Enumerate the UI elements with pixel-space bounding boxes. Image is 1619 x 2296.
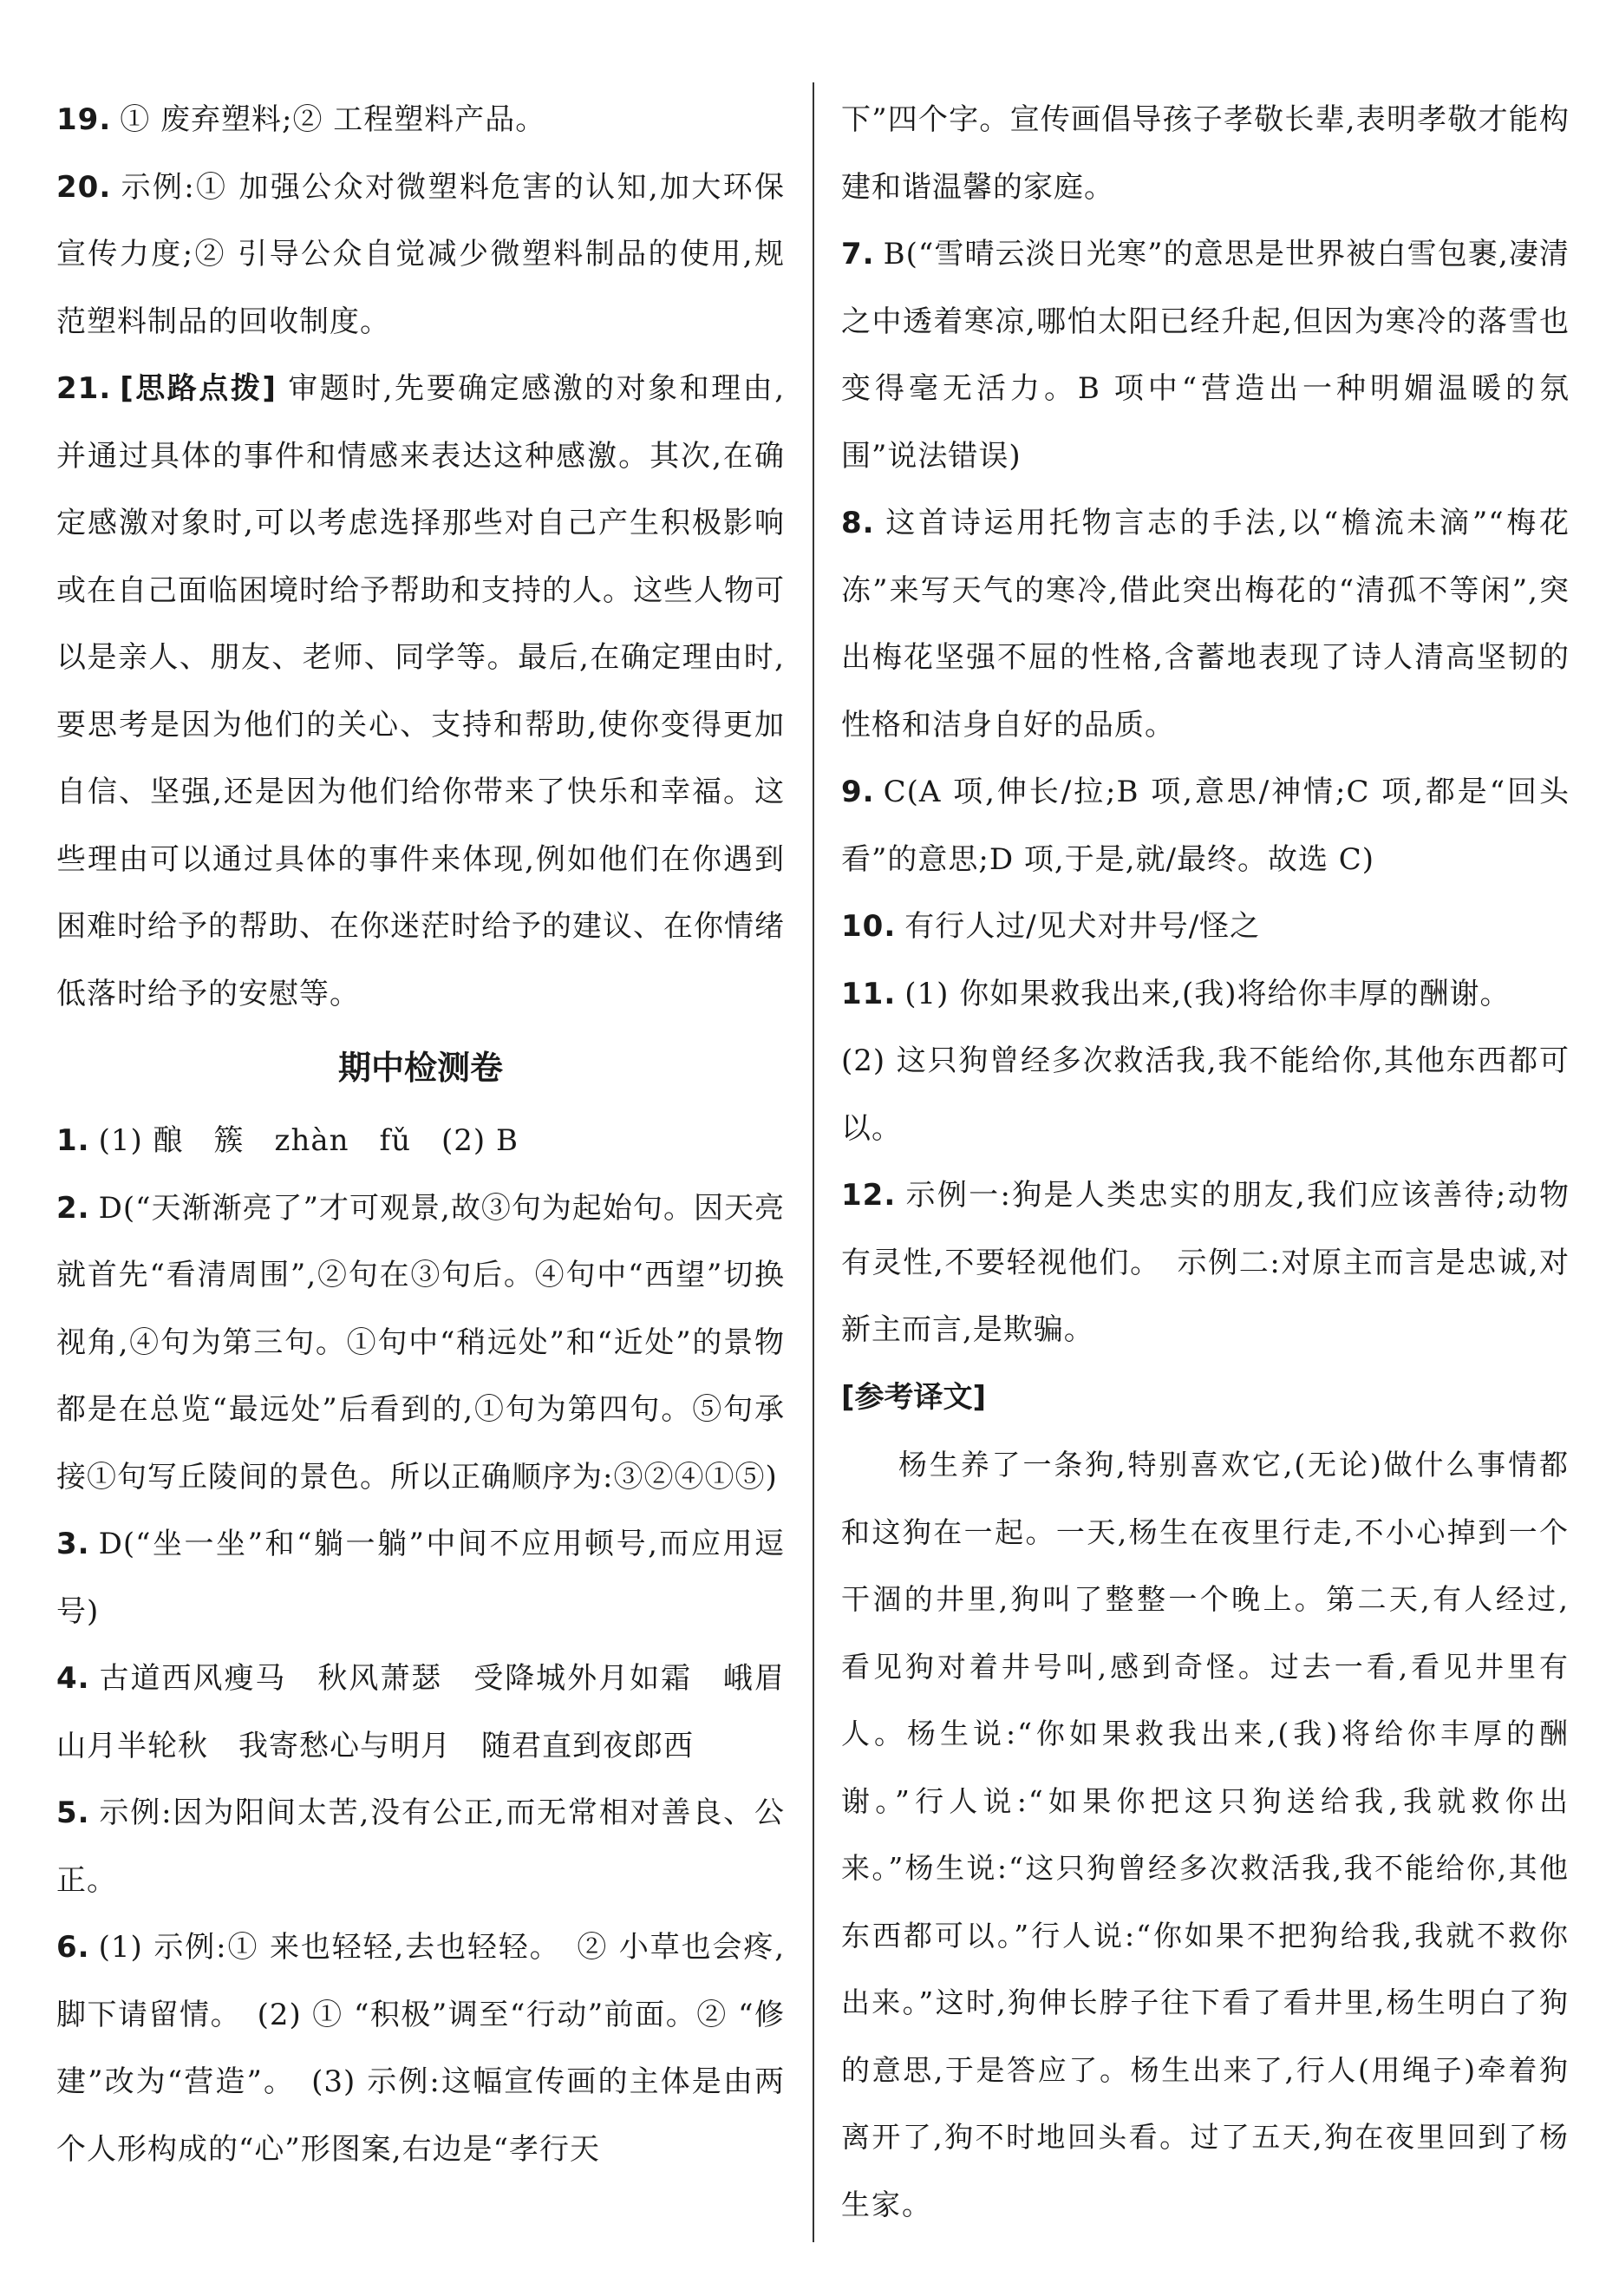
reference-translation-heading: [参考译文] xyxy=(841,1379,987,1415)
answer-4: 4. 古道西风瘦马 秋风萧瑟 受降城外月如霜 峨眉山月半轮秋 我寄愁心与明月 随君直到夜郎西 xyxy=(56,1661,785,1763)
answer-9: 9. C(A 项,伸长/拉;B 项,意思/神情;C 项,都是“回头看”的意思;D 项,于是,就/最终。故选 C) xyxy=(841,775,1570,877)
right-column xyxy=(841,87,1570,2238)
answer-2: 2. D(“天渐渐亮了”才可观景,故③句为起始句。因天亮就首先“看清周围”,②句在③句后。④句中“西望”切换视角,④句为第三句。①句中“稍远处”和“近处”的景物都是在总览“最远处”后看到的,①句为第四句。⑤句承接①句写丘陵间的景色。所以正确顺序为:③②④①⑤) xyxy=(56,1190,785,1495)
answer-5: 5. 示例:因为阳间太苦,没有公正,而无常相对善良、公正。 xyxy=(56,1796,785,1898)
answer-10: 10. 有行人过/见犬对井号/怪之 xyxy=(841,909,1261,944)
reference-translation: 杨生养了一条狗,特别喜欢它,(无论)做什么事情都和这狗在一起。一天,杨生在夜里行走,不小心掉到一个干涸的井里,狗叫了整整一个晚上。第二天,有人经过,看见狗对着井号叫,感到奇怪。过去一看,看见井里有人。杨生说:“你如果救我出来,(我)将给你丰厚的酬谢。”行人说:“如果你把这只狗送给我,我就救你出来。”杨生说:“这只狗曾经多次救活我,我不能给你,其他东西都可以。”行人说:“你如果不把狗给我,我就不救你出来。”这时,狗伸长脖子往下看了看井里,杨生明白了狗的意思,于是答应了。杨生出来了,行人(用绳子)牵着狗离开了,狗不时地回头看。过了五天,狗在夜里回到了杨生家。 xyxy=(841,1448,1570,2221)
hint-label: [思路点拨] xyxy=(120,371,277,406)
answer-20: 20. 示例:① 加强公众对微塑料危害的认知,加大环保宣传力度;② 引导公众自觉减少微塑料制品的使用,规范塑料制品的回收制度。 xyxy=(56,169,785,339)
answer-6: 6. (1) 示例:① 来也轻轻,去也轻轻。 ② 小草也会疼,脚下请留情。 (2) ① “积极”调至“行动”前面。② “修建”改为“营造”。 (3) 示例:这幅宣传画的主体是由两个人形构成的“心”形图案,右边是“孝行天 xyxy=(56,1930,785,2167)
answer-6-continued: 下”四个字。宣传画倡导孩子孝敬长辈,表明孝敬才能构建和谐温馨的家庭。 xyxy=(841,102,1570,205)
answer-8: 8. 这首诗运用托物言志的手法,以“檐流未滴”“梅花冻”来写天气的寒冷,借此突出梅花的“清孤不等闲”,突出梅花坚强不屈的性格,含蓄地表现了诗人清高坚韧的性格和洁身自好的品质。 xyxy=(841,506,1570,742)
left-column xyxy=(56,87,785,2183)
answer-3: 3. D(“坐一坐”和“躺一躺”中间不应用顿号,而应用逗号) xyxy=(56,1527,785,1629)
answer-12: 12. 示例一:狗是人类忠实的朋友,我们应该善待;动物有灵性,不要轻视他们。 示例二:对原主而言是忠诚,对新主而言,是欺骗。 xyxy=(841,1178,1570,1347)
answer-11-part-2: (2) 这只狗曾经多次救活我,我不能给你,其他东西都可以。 xyxy=(841,1043,1570,1146)
column-divider xyxy=(813,82,814,2242)
answer-21: 21. [思路点拨] 审题时,先要确定感激的对象和理由,并通过具体的事件和情感来表达这种感激。其次,在确定感激对象时,可以考虑选择那些对自己产生积极影响或在自己面临困境时给予帮助和支持的人。这些人物可以是亲人、朋友、老师、同学等。最后,在确定理由时,要思考是因为他们的关心、支持和帮助,使你变得更加自信、坚强,还是因为他们给你带来了快乐和幸福。这些理由可以通过具体的事件来体现,例如他们在你遇到困难时给予的帮助、在你迷茫时给予的建议、在你情绪低落时给予的安慰等。 xyxy=(56,371,785,1011)
answer-1: 1. (1) 酿 簇 zhàn fǔ (2) B xyxy=(56,1123,519,1158)
answer-7: 7. B(“雪晴云淡日光寒”的意思是世界被白雪包裹,凄清之中透着寒凉,哪怕太阳已经升起,但因为寒冷的落雪也变得毫无活力。B 项中“营造出一种明媚温暖的氛围”说法错误) xyxy=(841,237,1570,474)
section-title: 期中检测卷 xyxy=(337,1049,503,1087)
answer-11: 11. (1) 你如果救我出来,(我)将给你丰厚的酬谢。 xyxy=(841,976,1511,1011)
answer-19: 19. ① 废弃塑料;② 工程塑料产品。 xyxy=(56,102,546,137)
